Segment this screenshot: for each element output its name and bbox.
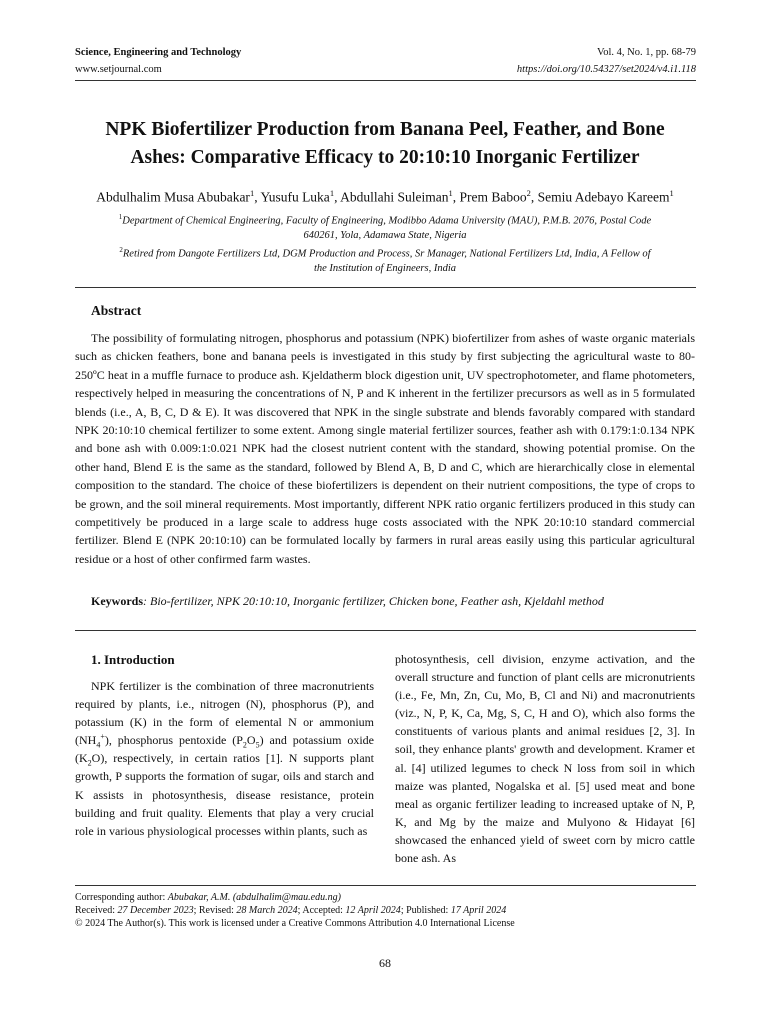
intro-text: ), phosphorus pentoxide (P xyxy=(104,733,243,748)
k2o-subscript: 2 xyxy=(87,758,92,768)
author-name: Prem Baboo xyxy=(459,189,527,205)
accepted-date: 12 April 2024 xyxy=(345,905,401,917)
paper-title xyxy=(60,116,710,172)
dates-line xyxy=(75,904,515,917)
author-list: Abdulhalim Musa Abubakar$^1$, Yusufu Luka$^1$, Abdullahi Suleiman$^1$, Prem Baboo$^2$, Semiu Adebayo Kareem$^1$ xyxy=(96,188,674,205)
running-header-right xyxy=(517,44,696,78)
affiliation-text: Department of Chemical Engineering, Faculty of Engineering, Modibbo Adama University (MAU), P.M.B. 2076, Postal Code xyxy=(122,215,652,227)
doi-link[interactable]: https://doi.org/10.54327/set2024/v4.i1.118 xyxy=(516,64,696,75)
abstract-rule-top xyxy=(75,287,696,288)
license-line[interactable]: © 2024 The Author(s). This work is licensed under a Creative Commons Attribution 4.0 International License xyxy=(75,918,515,930)
author-name: Yusufu Luka xyxy=(260,189,330,205)
journal-name: Science, Engineering and Technology xyxy=(75,47,242,58)
intro-text: O), respectively, in certain ratios [1]. N supports plant growth, P supports the formation of sugar, oils and starch and K assists in photosynthesis, disease resistance, protein building and fruit quality. Elements that play a very crucial role in various physiological processes within plants, such as xyxy=(75,751,374,838)
title-line-1: NPK Biofertilizer Production from Banana Peel, Feather, and Bone xyxy=(105,119,665,140)
corresponding-author-email[interactable]: Abubakar, A.M. (abdulhalim@mau.edu.ng) xyxy=(167,892,341,903)
p2o5-subscript: 5 xyxy=(255,740,260,750)
intro-text: ) and potassium oxide (K xyxy=(75,733,374,766)
footnote-label: ; Accepted: xyxy=(297,905,346,917)
footnote-label: ; Revised: xyxy=(193,905,237,917)
intro-column-left xyxy=(75,677,374,840)
author-affiliation-mark: 2 xyxy=(526,188,531,198)
author-affiliation-mark: 1 xyxy=(249,188,255,198)
running-header-left xyxy=(75,44,241,78)
keywords-label: Keywords xyxy=(91,594,143,608)
affiliation-number: 2 xyxy=(119,246,123,254)
published-date: 17 April 2024 xyxy=(450,905,507,917)
keywords-line xyxy=(91,594,604,609)
intro-text: O xyxy=(246,733,256,748)
abstract-rule-bottom xyxy=(75,630,696,631)
author-name: Abdulhalim Musa Abubakar xyxy=(96,189,250,205)
p2o5-subscript: 2 xyxy=(242,740,247,750)
corresponding-author xyxy=(75,891,515,904)
keywords-text: : Bio-fertilizer, NPK 20:10:10, Inorganic fertilizer, Chicken bone, Feather ash, Kjeldahl method xyxy=(143,594,604,608)
footnote-label: ; Published: xyxy=(400,905,451,917)
intro-text: NPK fertilizer is the combination of three macronutrients required by plants, i.e., nitrogen (N), phosphorus (P), and potassium (K) in the form of elemental N or ammonium (NH xyxy=(75,679,374,748)
author-name: Abdullahi Suleiman xyxy=(340,189,449,205)
affiliation-text: Retired from Dangote Fertilizers Ltd, DGM Production and Process, Sr Manager, National Fertilizers Ltd, India, A Fellow of xyxy=(122,248,651,260)
nh4-superscript: + xyxy=(100,732,105,742)
section-heading-introduction: 1. Introduction xyxy=(91,652,175,667)
affiliation-1 xyxy=(80,210,690,244)
title-line-2: Ashes: Comparative Efficacy to 20:10:10 Inorganic Fertilizer xyxy=(130,147,640,168)
author-affiliation-mark: 1 xyxy=(448,188,453,198)
author-affiliation-mark: 1 xyxy=(669,188,674,198)
footnote-label: Corresponding author: xyxy=(75,892,168,903)
footnote-label: Received: xyxy=(75,905,118,917)
affiliation-text: 640261, Yola, Adamawa State, Nigeria xyxy=(303,230,467,241)
received-date: 27 December 2023 xyxy=(117,905,194,917)
header-rule xyxy=(75,80,696,81)
revised-date: 28 March 2024 xyxy=(236,905,298,917)
footnotes xyxy=(75,891,515,931)
journal-website[interactable]: www.setjournal.com xyxy=(75,64,162,75)
affiliation-text: the Institution of Engineers, India xyxy=(313,263,457,274)
footnote-rule xyxy=(75,885,696,886)
abstract-body: The possibility of formulating nitrogen, phosphorus and potassium (NPK) biofertilizer from ashes of waste organic materials such as chicken feathers, bone and banana peels is investigated in this study by first subjecting the agricultural waste to 80-250ºC heat in a muffle furnace to produce ash. Kjeldatherm block digestion unit, UV spectrophotometer, and flame photometers, respectively helped in measuring the concentrations of N, P and K inherent in the fertilizer precursors as well as in 5 formulated blends (i.e., A, B, C, D & E). It was discovered that NPK in the single substrate and blends favorably compared with standard NPK 20:10:10 chemical fertilizer to some extent. Among single material fertilizer sources, feather ash with 0.179:1:0.134 NPK and bone ash with 0.009:1:0.021 NPK had the closest nutrient content with the standard, showing potential promise. On the other hand, Blend E is the same as the standard, followed by Blend A, B, D and C, which are hierarchically close in elemental composition to the standard. The choice of these biofertilizers is dependent on their nutrient compositions, the type of crops to be grown, and the soil mineral requirements. Most importantly, different NPK ratio organic fertilizers produced in this study can competitively be produced in a large scale to address huge costs associated with the NPK 20:10:10 standard commercial fertilizer. Blend E (NPK 20:10:10) can be formulated locally by farmers in rural areas easily using this particular agricultural residue or a host of other confirmed farm wastes. xyxy=(75,331,695,566)
intro-column-right: photosynthesis, cell division, enzyme activation, and the overall structure and function of plant cells are micronutrients (i.e., Fe, Mn, Zn, Cu, Mo, B, Cl and Ni) and macronutrients (viz., N, P, K, Ca, Mg, S, C, H and O), which also forms the constituents of various plants and animal residues [2, 3]. In soil, they enhance plants' growth and development. Kramer et al. [4] utilized legumes to check N loss from soil in which maize was planted, Nogalska et al. [5] used meat and bone meal as organic fertilizer leading to increased uptake of N, P, K, and Mg by the maize and Mulyono & Hidayat [6] showcased the enhanced yield of sweet corn by micro cattle bone ash. As xyxy=(395,652,695,866)
page-number: 68 xyxy=(379,956,391,970)
volume-info: Vol. 4, No. 1, pp. 68-79 xyxy=(597,47,696,58)
abstract-heading: Abstract xyxy=(91,303,142,318)
author-affiliation-mark: 1 xyxy=(329,188,335,198)
affiliation-2 xyxy=(80,243,690,277)
affiliation-number: 1 xyxy=(118,213,123,221)
author-name: Semiu Adebayo Kareem xyxy=(537,189,670,205)
nh4-subscript: 4 xyxy=(96,740,101,750)
